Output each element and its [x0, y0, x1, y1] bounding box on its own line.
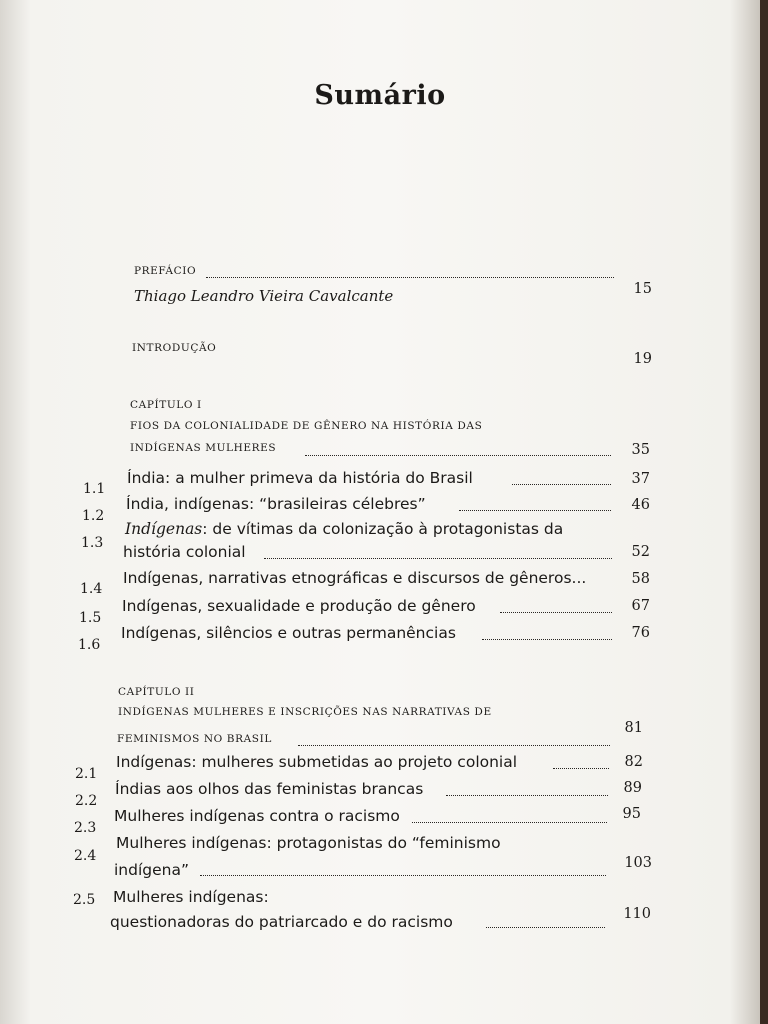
section-page: 89 — [623, 780, 642, 796]
section-page: 46 — [631, 497, 650, 513]
section-page: 58 — [631, 571, 650, 587]
section-title — [125, 520, 563, 538]
leader-dots — [206, 276, 614, 278]
section-number: 2.5 — [73, 892, 96, 908]
leader-dots — [200, 874, 606, 876]
section-number: 1.3 — [81, 535, 104, 551]
section-title: Indígenas, narrativas etnográficas e discursos de gêneros... — [123, 569, 587, 587]
leader-dots — [264, 557, 612, 559]
chapter2-page: 81 — [624, 720, 643, 736]
section-title: Indígenas, silêncios e outras permanências — [121, 624, 456, 642]
section-title-rest: : de vítimas da colonização à protagonistas da — [202, 520, 564, 538]
leader-dots — [298, 744, 610, 746]
section-number: 1.1 — [83, 481, 106, 497]
section-number: 1.2 — [82, 508, 105, 524]
section-page: 82 — [624, 754, 643, 770]
leader-dots — [305, 454, 611, 456]
leader-dots — [459, 509, 611, 511]
section-title: Índia, indígenas: “brasileiras célebres” — [126, 495, 426, 513]
introducao-page: 19 — [633, 351, 652, 367]
chapter1-title-line2: INDÍGENAS MULHERES — [130, 442, 277, 454]
chapter1-title-line1: FIOS DA COLONIALIDADE DE GÊNERO NA HISTÓRIA DAS — [130, 420, 483, 432]
page-title: Sumário — [314, 80, 446, 111]
section-title: Índias aos olhos das feministas brancas — [115, 780, 424, 798]
prefacio-page: 15 — [633, 281, 652, 297]
section-title-italic: Indígenas — [125, 520, 203, 538]
section-title: Mulheres indígenas: protagonistas do “feminismo — [116, 834, 501, 852]
section-page: 67 — [631, 598, 650, 614]
section-page: 95 — [622, 806, 641, 822]
leader-dots — [512, 483, 611, 485]
section-title: Indígenas: mulheres submetidas ao projeto colonial — [116, 753, 518, 771]
section-number: 2.2 — [75, 793, 98, 809]
section-title-line2: questionadoras do patriarcado e do racismo — [110, 913, 453, 931]
section-page: 37 — [631, 471, 650, 487]
chapter1-label: CAPÍTULO I — [130, 399, 202, 411]
section-number: 2.4 — [74, 848, 97, 864]
section-page: 110 — [623, 906, 651, 922]
section-title-line2: indígena” — [114, 861, 190, 879]
section-title: Mulheres indígenas contra o racismo — [114, 807, 400, 825]
introducao-label: INTRODUÇÃO — [132, 342, 217, 354]
section-number: 1.5 — [79, 610, 102, 626]
section-title: Mulheres indígenas: — [113, 888, 269, 906]
leader-dots — [446, 794, 608, 796]
section-title-line2: história colonial — [123, 543, 246, 561]
leader-dots — [482, 638, 612, 640]
leader-dots — [412, 821, 607, 823]
chapter2-title-line1: INDÍGENAS MULHERES E INSCRIÇÕES NAS NARRATIVAS DE — [118, 706, 492, 718]
section-page: 76 — [631, 625, 650, 641]
leader-dots — [553, 767, 609, 769]
section-page: 103 — [624, 855, 652, 871]
leader-dots — [500, 611, 612, 613]
section-number: 2.3 — [74, 820, 97, 836]
prefacio-label: PREFÁCIO — [134, 265, 197, 277]
chapter1-page: 35 — [631, 442, 650, 458]
section-number: 1.4 — [80, 581, 103, 597]
leader-dots — [486, 926, 605, 928]
section-title: Índia: a mulher primeva da história do Brasil — [127, 469, 473, 487]
chapter2-label: CAPÍTULO II — [118, 686, 195, 698]
prefacio-author: Thiago Leandro Vieira Cavalcante — [134, 287, 394, 305]
section-title: Indígenas, sexualidade e produção de gênero — [122, 597, 476, 615]
section-number: 2.1 — [75, 766, 98, 782]
chapter2-title-line2: FEMINISMOS NO BRASIL — [117, 733, 272, 745]
section-number: 1.6 — [78, 637, 101, 653]
section-page: 52 — [631, 544, 650, 560]
